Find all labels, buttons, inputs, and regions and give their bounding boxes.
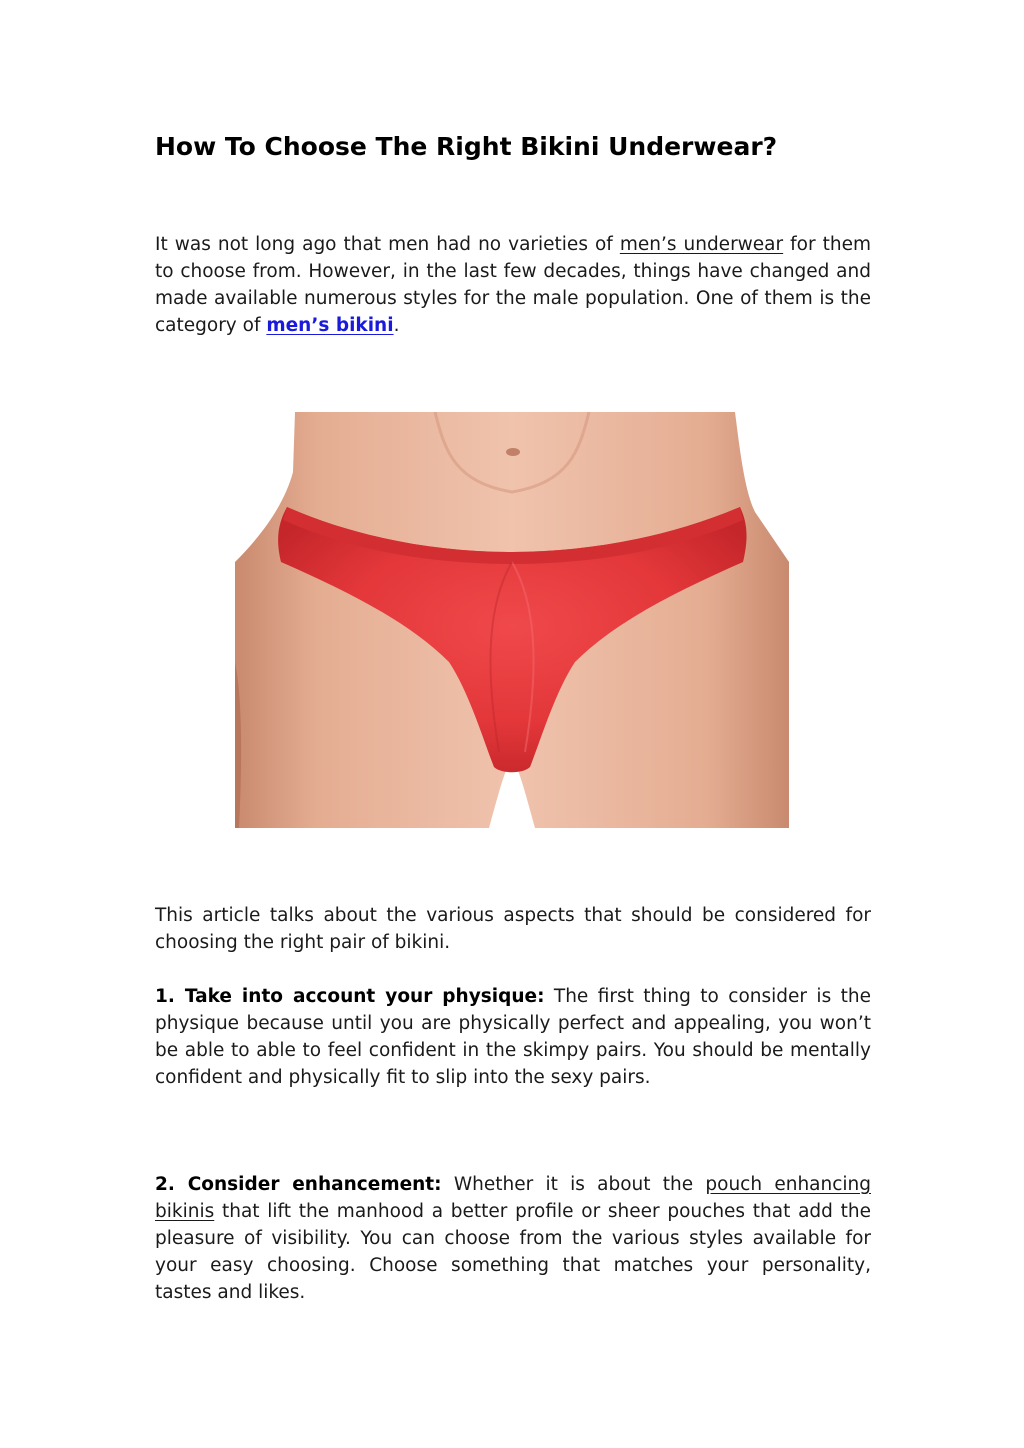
point-one-heading: 1. Take into account your physique: [155, 986, 545, 1007]
intro-text-end: . [393, 315, 400, 336]
point-one-paragraph [155, 983, 871, 1091]
bikini-product-image [235, 412, 789, 828]
point-two-heading: 2. Consider enhancement: [155, 1174, 442, 1195]
intro-text-1: It was not long ago that men had no varieties of [155, 234, 620, 255]
point-two-paragraph [155, 1171, 871, 1306]
point-two-text-1: Whether it is about the [441, 1174, 706, 1195]
intro-text-2: for them to choose from. However, in the last few decades, things have changed and made available numerous styles for the male population. One of them is the category of [155, 234, 871, 336]
mens-underwear-link[interactable]: men’s underwear [619, 234, 784, 255]
mens-bikini-link[interactable]: men’s bikini [266, 315, 394, 336]
article-intro-paragraph: This article talks about the various aspects that should be considered for choosing the right pair of bikini. [155, 905, 871, 953]
point-two-text-2: that lift the manhood a better profile or sheer pouches that add the pleasure of visibility. You can choose from the various styles available for your easy choosing. Choose something that matches your personality, tastes and likes. [155, 1201, 871, 1303]
point-one-text: The first thing to consider is the physique because until you are physically perfect and appealing, you won’t be able to able to feel confident in the skimpy pairs. You should be mentally confident and physically fit to slip into the sexy pairs. [155, 986, 871, 1088]
intro-paragraph [155, 231, 871, 339]
pouch-enhancing-bikinis-link[interactable]: pouch enhancing bikinis [155, 1174, 872, 1222]
page-title: How To Choose The Right Bikini Underwear? [155, 132, 778, 161]
